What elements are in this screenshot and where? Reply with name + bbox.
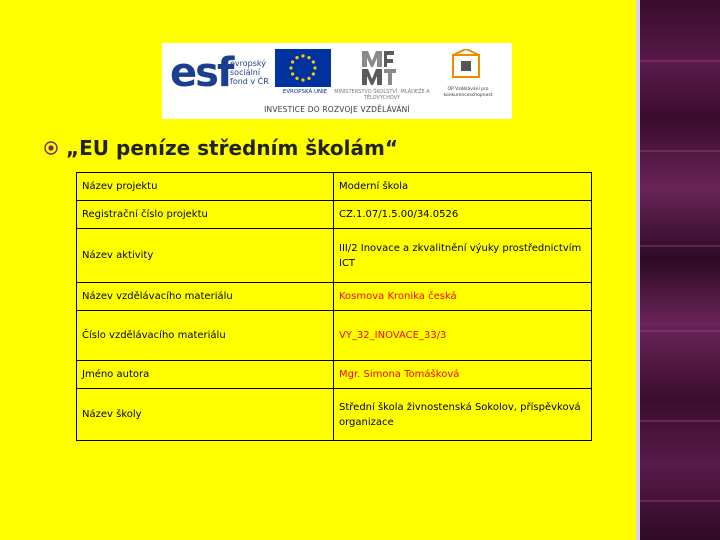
eu-star-icon — [295, 77, 298, 80]
op-logo-icon — [447, 49, 487, 83]
table-cell-label: Číslo vzdělávacího materiálu — [77, 311, 334, 361]
eu-star-icon — [289, 66, 292, 69]
esf-logo — [170, 49, 278, 97]
funding-logo-bar — [162, 43, 512, 119]
msmt-logo-icon — [358, 47, 398, 87]
funding-tagline: INVESTICE DO ROZVOJE VZDĚLÁVÁNÍ — [264, 105, 410, 114]
table-cell-value: Mgr. Simona Tomášková — [334, 361, 592, 389]
eu-star-icon — [312, 72, 315, 75]
table-cell-value: VY_32_INOVACE_33/3 — [334, 311, 592, 361]
circle-target-bullet-icon — [44, 141, 58, 155]
table-row — [77, 201, 592, 229]
table-cell-label: Název projektu — [77, 173, 334, 201]
table-cell-label: Název vzdělávacího materiálu — [77, 283, 334, 311]
msmt-logo-caption: MINISTERSTVO ŠKOLSTVÍ, MLÁDEŽE A TĚLOVÝCHOVY — [334, 89, 430, 101]
eu-star-icon — [312, 60, 315, 63]
table-row — [77, 283, 592, 311]
eu-logo-caption: EVROPSKÁ UNIE — [282, 89, 328, 95]
table-cell-label: Název aktivity — [77, 229, 334, 283]
eu-star-icon — [291, 72, 294, 75]
eu-star-icon — [313, 66, 316, 69]
table-row — [77, 173, 592, 201]
table-cell-label: Název školy — [77, 389, 334, 441]
table-cell-value: Střední škola živnostenská Sokolov, příspěvková organizace — [334, 389, 592, 441]
eu-star-icon — [301, 54, 304, 57]
table-cell-value: III/2 Inovace a zkvalitnění výuky prostřednictvím ICT — [334, 229, 592, 283]
table-cell-label: Jméno autora — [77, 361, 334, 389]
table-cell-value: Kosmova Kronika česká — [334, 283, 592, 311]
table-row — [77, 361, 592, 389]
eu-star-icon — [301, 78, 304, 81]
table-row — [77, 311, 592, 361]
eu-flag-icon — [275, 49, 331, 87]
project-info-table — [76, 172, 592, 441]
esf-logo-caption: evropský sociální fond v ČR — [230, 59, 269, 86]
table-cell-value: Moderní škola — [334, 173, 592, 201]
table-row — [77, 229, 592, 283]
slide-heading: „EU peníze středním školám“ — [66, 136, 399, 160]
eu-star-icon — [291, 60, 294, 63]
table-cell-label: Registrační číslo projektu — [77, 201, 334, 229]
decorative-sidebar — [640, 0, 720, 540]
eu-star-icon — [307, 56, 310, 59]
table-row — [77, 389, 592, 441]
table-cell-value: CZ.1.07/1.5.00/34.0526 — [334, 201, 592, 229]
esf-logo-mark: esf — [170, 50, 233, 96]
op-logo-caption: OP Vzdělávání pro konkurenceschopnost — [443, 87, 493, 98]
eu-star-icon — [307, 77, 310, 80]
eu-star-icon — [295, 56, 298, 59]
title-bullet-row — [44, 133, 398, 163]
